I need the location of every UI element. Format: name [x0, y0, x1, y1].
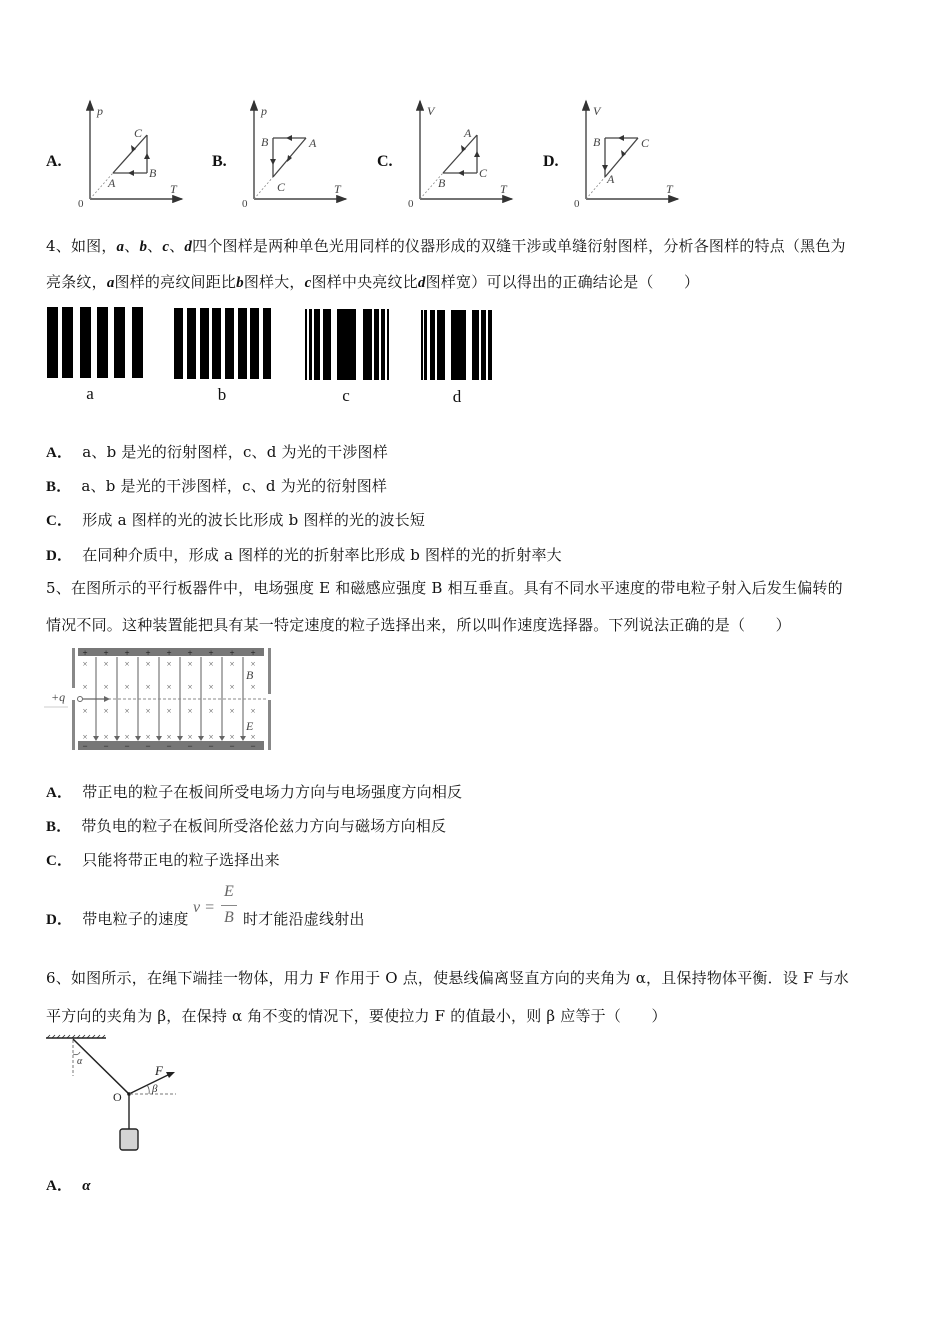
svg-text:−: −: [124, 741, 130, 751]
origin-label: 0: [78, 198, 84, 210]
q6-stem-line2: 平方向的夹角为 β，在保持 α 角不变的情况下，要使拉力 F 的值最小，则 β 应等于（ ）: [46, 1007, 667, 1025]
q5-option-d-tail: 时才能沿虚线射出: [243, 910, 365, 928]
svg-text:×: ×: [250, 659, 256, 669]
svg-text:−: −: [145, 741, 151, 751]
q5-option-b[interactable]: B． 带负电的粒子在板间所受洛伦兹力方向与磁场方向相反: [46, 817, 447, 835]
svg-text:B: B: [149, 166, 157, 180]
svg-text:×: ×: [124, 682, 130, 692]
pattern-a: [47, 307, 143, 378]
axis-y-label: p: [97, 104, 103, 118]
svg-text:×: ×: [208, 732, 214, 742]
svg-text:×: ×: [82, 659, 88, 669]
svg-text:B: B: [593, 135, 601, 149]
svg-text:B: B: [246, 668, 254, 682]
svg-text:×: ×: [208, 682, 214, 692]
q5-stem-line2: 情况不同。这种装置能把具有某一特定速度的粒子选择出来，所以叫作速度选择器。下列说法正确的是（ ）: [46, 616, 791, 634]
svg-text:×: ×: [187, 706, 193, 716]
svg-text:×: ×: [145, 732, 151, 742]
q3-options-row: [0, 95, 950, 215]
svg-text:b: b: [217, 385, 227, 404]
q3-graph-a: [78, 95, 188, 210]
q4-option-a[interactable]: A． a、b 是光的衍射图样，c、d 为光的干涉图样: [46, 443, 388, 461]
q5-velocity-selector-figure: [42, 644, 282, 756]
svg-text:×: ×: [82, 732, 88, 742]
svg-text:×: ×: [187, 682, 193, 692]
svg-text:A: A: [464, 126, 472, 140]
q3-graph-c: [408, 95, 518, 210]
svg-text:C: C: [134, 126, 143, 140]
svg-text:p: p: [261, 104, 267, 118]
q3-option-d-label[interactable]: D.: [543, 153, 559, 170]
axis-x-label: T: [170, 182, 177, 196]
svg-text:+q: +q: [51, 690, 66, 704]
q4-fringe-patterns: [40, 300, 510, 410]
svg-text:+: +: [229, 648, 235, 658]
svg-text:×: ×: [250, 732, 256, 742]
svg-text:V: V: [427, 104, 435, 118]
q3-option-a-label[interactable]: A.: [46, 153, 62, 170]
svg-text:+: +: [124, 648, 130, 658]
svg-text:+: +: [166, 648, 172, 658]
svg-text:×: ×: [82, 706, 88, 716]
svg-text:×: ×: [145, 682, 151, 692]
svg-text:−: −: [229, 741, 235, 751]
pattern-b: [174, 308, 271, 379]
q4-option-d[interactable]: D． 在同种介质中，形成 a 图样的光的折射率比形成 b 图样的光的折射率大: [46, 546, 562, 564]
svg-text:×: ×: [208, 659, 214, 669]
q4-option-c[interactable]: C． 形成 a 图样的光的波长比形成 b 图样的光的波长短: [46, 511, 426, 529]
svg-text:×: ×: [166, 732, 172, 742]
svg-text:T: T: [500, 182, 507, 196]
svg-text:E: E: [246, 719, 254, 733]
svg-text:+: +: [145, 648, 151, 658]
svg-text:×: ×: [166, 706, 172, 716]
svg-text:B: B: [261, 135, 269, 149]
svg-text:β: β: [152, 1083, 158, 1095]
svg-text:×: ×: [124, 732, 130, 742]
svg-text:×: ×: [229, 682, 235, 692]
svg-text:×: ×: [124, 706, 130, 716]
q5-option-d[interactable]: D． 带电粒子的速度: [46, 910, 189, 928]
q4-option-b[interactable]: B． a、b 是光的干涉图样，c、d 为光的衍射图样: [46, 477, 388, 495]
q6-rope-force-figure: [44, 1034, 184, 1156]
svg-text:+: +: [187, 648, 193, 658]
svg-text:d: d: [452, 387, 462, 406]
q3-graph-d: [574, 95, 684, 210]
svg-text:−: −: [103, 741, 109, 751]
q3-graph-b: [242, 95, 352, 210]
svg-text:C: C: [479, 166, 488, 180]
svg-text:×: ×: [229, 732, 235, 742]
svg-text:−: −: [82, 741, 88, 751]
svg-text:0: 0: [242, 198, 248, 210]
svg-text:×: ×: [187, 659, 193, 669]
svg-text:B: B: [438, 176, 446, 190]
svg-text:A: A: [108, 176, 116, 190]
svg-text:×: ×: [166, 659, 172, 669]
q5-stem-line1: 5、在图所示的平行板器件中，电场强度 E 和磁感应强度 B 相互垂直。具有不同水平速度的带电粒子射入后发生偏转的: [46, 579, 843, 597]
svg-text:T: T: [334, 182, 341, 196]
svg-text:0: 0: [408, 198, 414, 210]
q6-option-a[interactable]: A． α: [46, 1178, 91, 1194]
q4-stem-line1: 4、如图，a、b、c、d四个图样是两种单色光用同样的仪器形成的双缝干涉或单缝衍射图样，分析各图样的特点（黑色为: [46, 237, 846, 255]
svg-text:O: O: [113, 1090, 122, 1104]
svg-text:+: +: [103, 648, 109, 658]
svg-text:×: ×: [250, 706, 256, 716]
svg-text:×: ×: [103, 732, 109, 742]
svg-text:−: −: [250, 741, 256, 751]
svg-text:×: ×: [250, 682, 256, 692]
svg-text:×: ×: [229, 659, 235, 669]
svg-text:×: ×: [82, 682, 88, 692]
pattern-c: [305, 309, 389, 380]
svg-text:×: ×: [124, 659, 130, 669]
svg-text:V: V: [593, 104, 601, 118]
q3-option-b-label[interactable]: B.: [212, 153, 227, 170]
svg-text:×: ×: [208, 706, 214, 716]
svg-text:A: A: [607, 172, 615, 186]
svg-text:−: −: [208, 741, 214, 751]
svg-text:F: F: [155, 1063, 163, 1078]
svg-text:0: 0: [574, 198, 580, 210]
q6-stem-line1: 6、如图所示，在绳下端挂一物体，用力 F 作用于 O 点，使悬线偏离竖直方向的夹角为 α，且保持物体平衡．设 F 与水: [46, 969, 849, 987]
q5-formula: v = E B: [193, 881, 243, 931]
svg-text:C: C: [641, 136, 650, 150]
svg-text:+: +: [208, 648, 214, 658]
svg-text:a: a: [86, 384, 94, 403]
svg-text:A: A: [309, 136, 317, 150]
svg-text:+: +: [250, 648, 256, 658]
svg-text:−: −: [166, 741, 172, 751]
svg-text:×: ×: [103, 706, 109, 716]
q5-option-a[interactable]: A． 带正电的粒子在板间所受电场力方向与电场强度方向相反: [46, 783, 463, 801]
pattern-d: [421, 310, 492, 380]
svg-text:T: T: [666, 182, 673, 196]
svg-text:α: α: [77, 1056, 83, 1067]
q3-option-c-label[interactable]: C.: [377, 153, 393, 170]
q5-option-c[interactable]: C． 只能将带正电的粒子选择出来: [46, 851, 280, 869]
svg-text:c: c: [342, 386, 350, 405]
svg-text:C: C: [277, 180, 286, 194]
svg-text:×: ×: [103, 682, 109, 692]
svg-text:×: ×: [166, 682, 172, 692]
svg-text:×: ×: [229, 706, 235, 716]
svg-text:−: −: [187, 741, 193, 751]
svg-text:+: +: [82, 648, 88, 658]
svg-text:×: ×: [187, 732, 193, 742]
q4-stem-line2: 亮条纹，a图样的亮纹间距比b图样大，c图样中央亮纹比d图样宽）可以得出的正确结论是（ ）: [46, 273, 700, 291]
svg-text:×: ×: [103, 659, 109, 669]
svg-text:×: ×: [145, 659, 151, 669]
svg-text:×: ×: [145, 706, 151, 716]
